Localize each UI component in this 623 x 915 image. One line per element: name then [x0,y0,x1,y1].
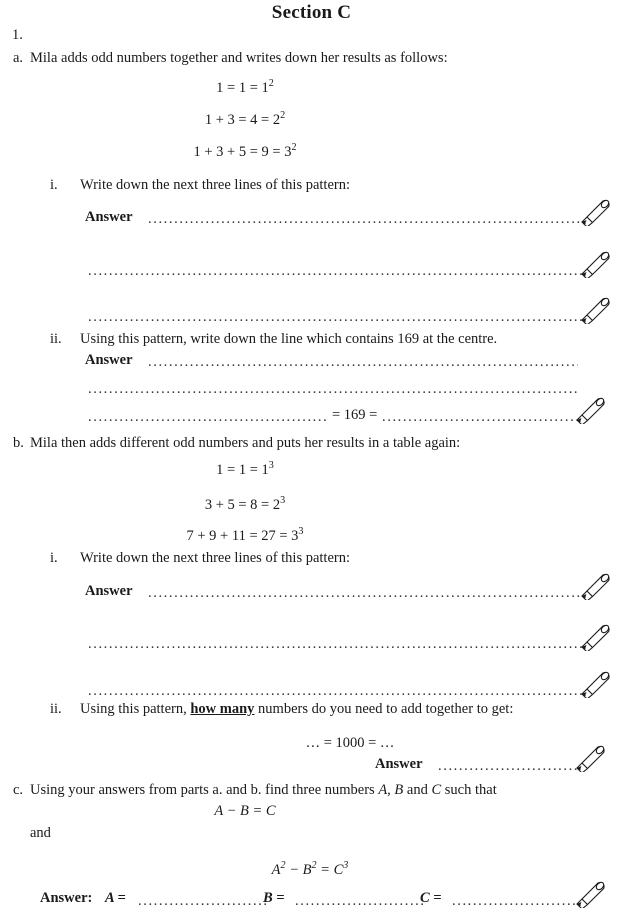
pen-icon [573,878,607,908]
equation-base-a: A [271,862,281,878]
equation-base: 1 + 3 + 5 = 9 = 3 [193,144,292,160]
part-a-ii-answer-line-2[interactable] [88,381,578,395]
equation-exponent-b: 2 [311,860,317,872]
part-a-letter: a. [13,50,24,66]
part-b-equation-1 [0,462,490,479]
part-a-equation-1 [0,80,490,97]
part-c-letter: c. [13,782,24,798]
part-b-i-answer-line-1[interactable] [148,585,588,599]
part-a-ii-answer-line-1[interactable] [148,354,578,368]
part-b-ii-prompt [80,700,513,718]
part-b-equation-2 [0,497,490,514]
part-b-i-answer-line-2[interactable] [88,636,588,650]
part-b-i-prompt: Write down the next three lines of this pattern: [80,550,351,566]
part-a-i-numeral: i. [50,177,58,193]
part-a-ii-answer-line-3b[interactable] [382,409,578,423]
prompt-after: such that [444,782,497,798]
equation-exponent: 2 [268,78,274,90]
part-a-i-answer-label: Answer [85,209,133,225]
equation-exponent-a: 2 [280,860,286,872]
pen-icon [578,196,612,226]
part-a-equation-2 [0,112,490,129]
part-b-i-answer-label: Answer [85,583,133,599]
part-a-i-answer-line-2[interactable] [88,263,588,277]
question-number: 1. [12,27,23,43]
equation-exponent: 3 [268,460,274,472]
pen-icon [573,394,607,424]
pen-icon [578,248,612,278]
part-c-equation-1: A − B = C [214,803,276,819]
part-b-i-numeral: i. [50,550,58,566]
part-c-and-connector: and [30,825,51,841]
equation-base: 1 = 1 = 1 [216,80,269,96]
part-b-letter: b. [13,435,24,451]
equation-base-c: = C [316,862,344,878]
pen-icon [578,294,612,324]
pen-icon [578,621,612,651]
page-title: Section C [271,2,352,23]
prompt-variables-ab: A, B [378,782,404,798]
equation-base: 1 + 3 = 4 = 2 [204,112,281,128]
part-c-equation-2 [0,862,620,879]
part-c-answer-c-label: C = [420,890,442,906]
part-c-answer-a-label: A = [105,890,126,906]
part-a-equation-3 [0,144,490,161]
part-c-answer-a-field[interactable] [138,893,266,907]
part-b-prompt: Mila then adds different odd numbers and puts her results in a table again: [30,435,461,451]
equation-exponent: 3 [298,526,304,538]
part-b-equation-3 [0,528,490,545]
part-b-ii-answer-label: Answer [375,756,423,772]
part-c-answer-label: Answer: [40,890,93,906]
part-a-ii-numeral: ii. [50,331,62,347]
part-c-answer-b-label: B = [263,890,285,906]
prompt-emphasis: how many [190,701,255,717]
equation-base: 3 + 5 = 8 = 2 [204,497,281,513]
part-c-answer-b-field[interactable] [295,893,423,907]
equation-exponent: 2 [280,110,286,122]
part-c-prompt [30,781,497,799]
part-a-ii-inline-value: = 169 = [332,407,378,423]
part-a-prompt: Mila adds odd numbers together and writes down her results as follows: [30,50,448,66]
part-b-ii-answer-line[interactable] [438,758,586,772]
part-a-ii-prompt: Using this pattern, write down the line which contains 169 at the centre. [80,331,498,347]
equation-exponent: 2 [291,142,297,154]
equation-base-b: − B [285,862,312,878]
part-a-i-prompt: Write down the next three lines of this pattern: [80,177,351,193]
part-a-ii-answer-label: Answer [85,352,133,368]
pen-icon [578,570,612,600]
part-b-ii-numeral: ii. [50,701,62,717]
equation-exponent-c: 3 [343,860,349,872]
prompt-after: numbers do you need to add together to get: [258,701,514,717]
pen-icon [578,668,612,698]
part-a-ii-answer-line-3a[interactable] [88,409,328,423]
part-b-i-answer-line-3[interactable] [88,683,588,697]
part-b-ii-equation: … = 1000 = … [305,735,395,751]
prompt-before: Using this pattern, [80,701,187,717]
equation-base: 7 + 9 + 11 = 27 = 3 [186,528,299,544]
part-a-i-answer-line-1[interactable] [148,211,588,225]
pen-icon [573,742,607,772]
prompt-and: and [406,782,428,798]
part-a-i-answer-line-3[interactable] [88,309,588,323]
prompt-variable-c: C [431,782,442,798]
prompt-before: Using your answers from parts a. and b. find three numbers [30,782,375,798]
equation-exponent: 3 [280,495,286,507]
equation-base: 1 = 1 = 1 [216,462,269,478]
part-c-answer-c-field[interactable] [452,893,578,907]
